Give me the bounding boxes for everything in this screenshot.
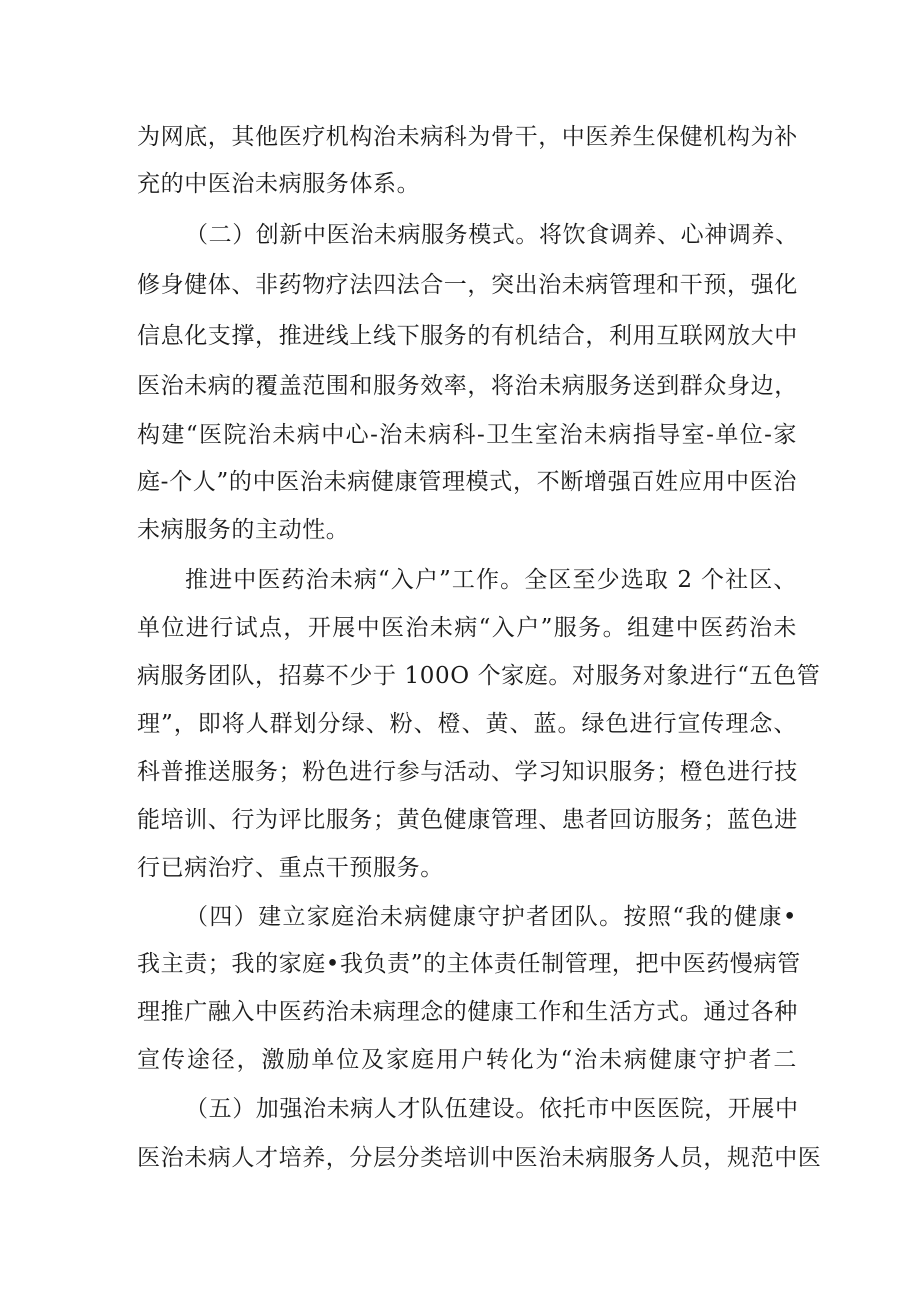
text-line: 未病服务的主动性。 [137,517,350,543]
paragraph-heading-5: （五）加强治未病人才队伍建设。依托市中医医院，开展中 [185,1096,799,1122]
paragraph-heading-2: （二）创新中医治未病服务模式。将饮食调养、心神调养、 [185,222,799,248]
text-line: 科普推送服务；粉色进行参与活动、学习知识服务；橙色进行技 [137,759,798,785]
text-line: 为网底，其他医疗机构治未病科为骨干，中医养生保健机构为补 [137,124,798,150]
text-line: 行已病治疗、重点干预服务。 [137,855,444,881]
text-line: 我主责；我的家庭•我负责”的主体责任制管理，把中医药慢病管 [137,951,801,977]
text-line: 理推广融入中医药治未病理念的健康工作和生活方式。通过各种 [137,999,798,1025]
text-line: 庭-个人”的中医治未病健康管理模式，不断增强百姓应用中医治 [137,469,797,495]
text-line: 修身健体、非药物疗法四法合一，突出治未病管理和干预，强化 [137,272,798,298]
text-line: 宣传途径，激励单位及家庭用户转化为“治未病健康守护者二 [137,1047,797,1073]
text-line: 能培训、行为评比服务；黄色健康管理、患者回访服务；蓝色进 [137,807,798,833]
text-line: 充的中医治未病服务体系。 [137,171,421,197]
text-line: 医治未病的覆盖范围和服务效率，将治未病服务送到群众身边， [137,373,798,399]
text-line: 信息化支撑，推进线上线下服务的有机结合，利用互联网放大中 [137,323,798,349]
text-line: 单位进行试点，开展中医治未病“入户”服务。组建中医药治未 [137,615,797,641]
text-line: 构建“医院治未病中心-治未病科-卫生室治未病指导室-单位-家 [137,422,797,448]
paragraph-heading-3: 推进中医药治未病“入户”工作。全区至少选取 2 个社区、 [185,567,797,593]
paragraph-heading-4: （四）建立家庭治未病健康守护者团队。按照“我的健康• [185,904,797,930]
text-line: 医治未病人才培养，分层分类培训中医治未病服务人员，规范中医 [137,1145,822,1171]
text-line: 病服务团队，招募不少于 100O 个家庭。对服务对象进行“五色管 [137,663,821,689]
text-line: 理”，即将人群划分绿、粉、橙、黄、蓝。绿色进行宣传理念、 [137,711,797,737]
